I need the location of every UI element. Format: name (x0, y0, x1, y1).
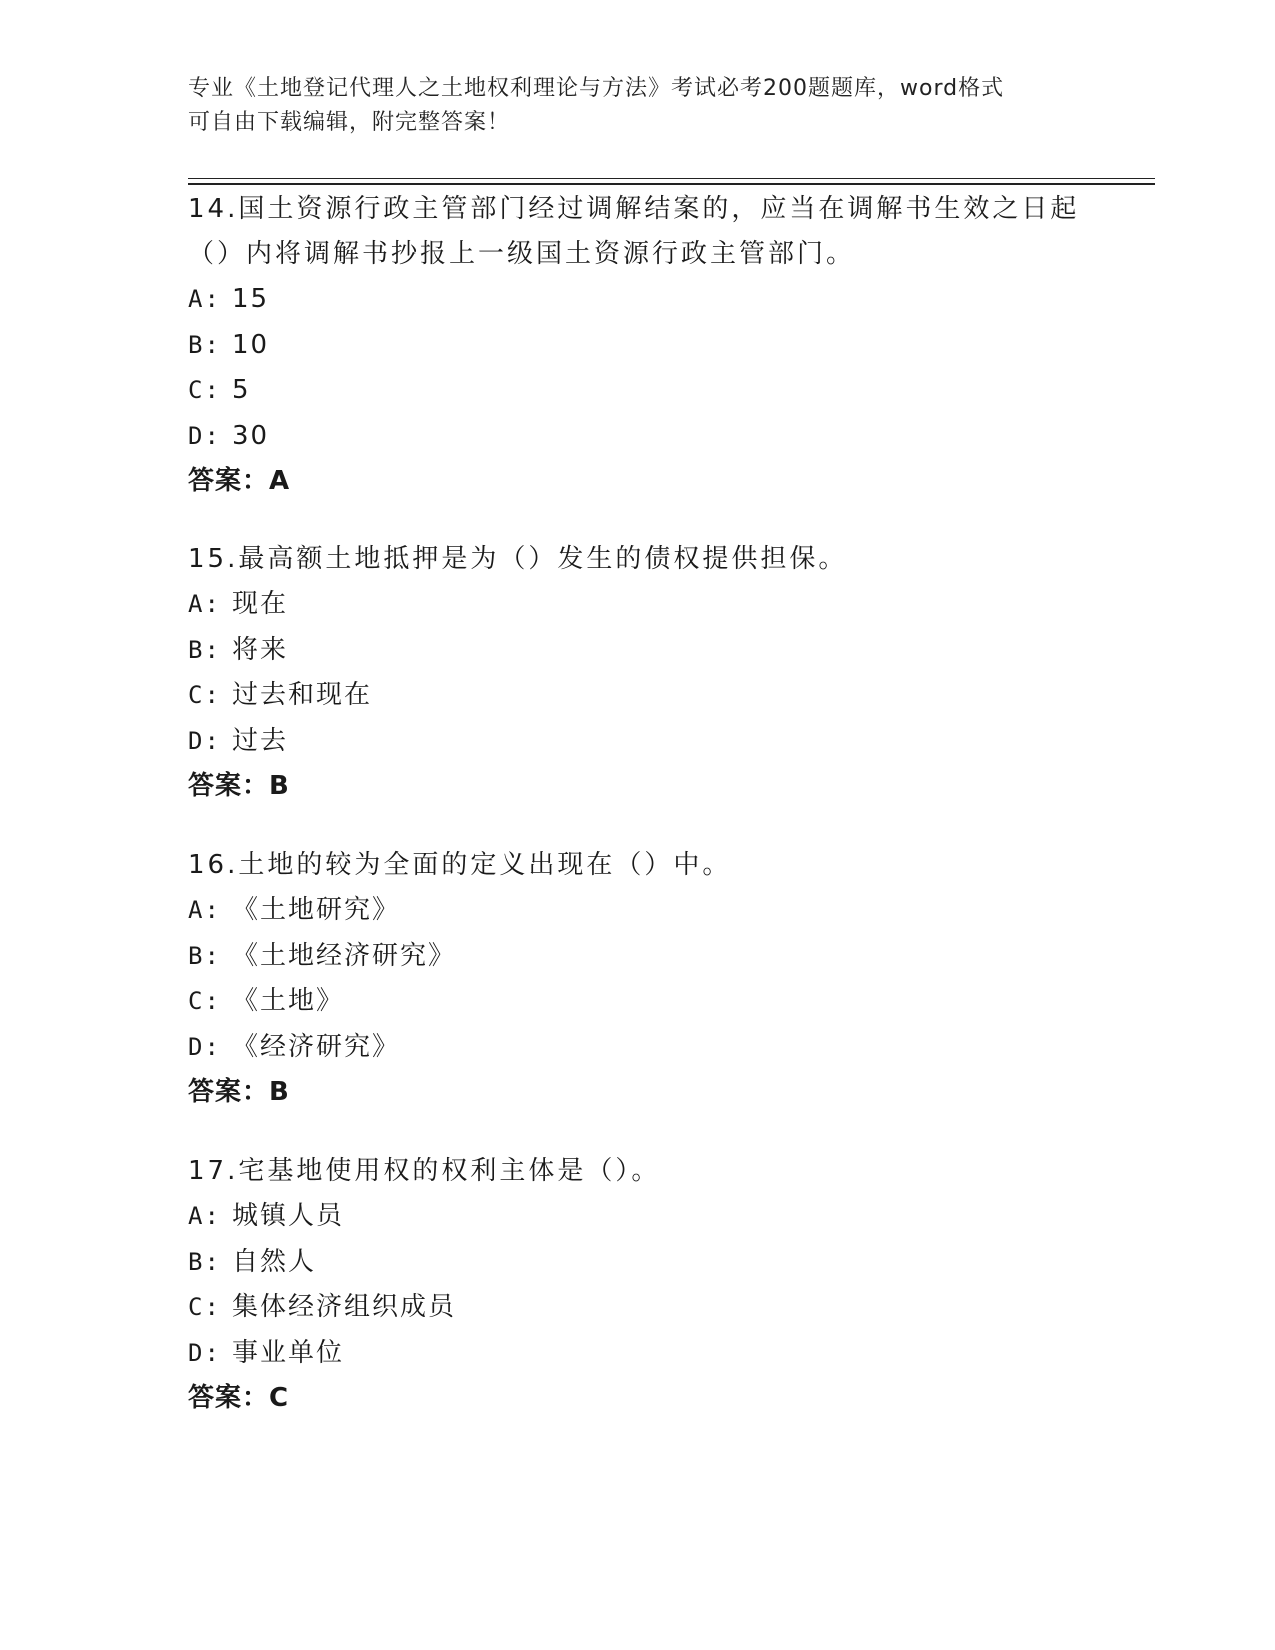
option-c (188, 368, 1108, 414)
option-letter: A: (188, 285, 221, 313)
option-letter: B: (188, 1247, 221, 1276)
option-text: 30 (232, 420, 270, 451)
option-text: 过去和现在 (232, 680, 373, 710)
option-letter: A: (188, 896, 221, 924)
option-a (188, 582, 1108, 628)
option-letter: A: (188, 1202, 221, 1230)
header-divider-thick (188, 183, 1155, 185)
option-d (188, 719, 1108, 765)
option-text: 事业单位 (232, 1337, 345, 1368)
option-text: 15 (232, 284, 270, 314)
option-c (188, 979, 1108, 1025)
option-b (188, 934, 1108, 980)
header-divider-thin (188, 178, 1155, 179)
answer-line: 答案：B (188, 771, 290, 801)
option-a (188, 888, 1108, 934)
question-stem (188, 1149, 1108, 1194)
option-d (188, 414, 1108, 460)
option-letter: C: (188, 376, 221, 404)
question-text: 宅基地使用权的权利主体是（）。 (238, 1156, 661, 1186)
option-text: 《土地》 (232, 986, 345, 1016)
option-text: 将来 (232, 634, 289, 665)
question-text: 最高额土地抵押是为（）发生的债权提供担保。 (238, 544, 848, 574)
option-text: 城镇人员 (232, 1201, 345, 1231)
option-text: 《经济研究》 (232, 1031, 401, 1062)
option-letter: C: (188, 987, 221, 1015)
question-17 (188, 1149, 1108, 1421)
question-number: 15. (188, 544, 239, 574)
question-number: 17. (188, 1156, 239, 1186)
header-line-1: 专业《土地登记代理人之土地权利理论与方法》考试必考200题题库，word格式 (188, 76, 1005, 101)
option-c (188, 673, 1108, 719)
question-number: 14. (188, 194, 239, 224)
option-a (188, 277, 1108, 323)
option-b (188, 323, 1108, 369)
option-text: 《土地研究》 (232, 895, 401, 925)
question-text: 土地的较为全面的定义出现在（）中。 (238, 850, 732, 880)
answer-line: 答案：B (188, 1077, 290, 1107)
option-letter: B: (188, 635, 221, 664)
option-text: 现在 (232, 589, 289, 619)
option-text: 《土地经济研究》 (232, 940, 457, 971)
option-letter: D: (188, 421, 221, 450)
document-header (188, 72, 1068, 140)
option-a (188, 1194, 1108, 1240)
option-letter: C: (188, 681, 221, 709)
option-letter: B: (188, 941, 221, 970)
option-letter: D: (188, 1032, 221, 1061)
option-text: 过去 (232, 725, 289, 756)
option-text: 10 (232, 329, 270, 360)
header-line-2: 可自由下载编辑，附完整答案！ (188, 110, 511, 135)
question-number: 16. (188, 850, 239, 880)
option-d (188, 1025, 1108, 1071)
question-stem (188, 187, 1108, 277)
option-text: 5 (232, 375, 251, 405)
option-c (188, 1285, 1108, 1331)
option-text: 自然人 (232, 1246, 317, 1277)
option-letter: D: (188, 1338, 221, 1367)
answer-line: 答案：C (188, 1383, 290, 1413)
option-letter: A: (188, 590, 221, 618)
question-14 (188, 187, 1108, 504)
option-b (188, 1240, 1108, 1286)
option-text: 集体经济组织成员 (232, 1292, 457, 1322)
question-16 (188, 843, 1108, 1115)
option-b (188, 628, 1108, 674)
option-letter: D: (188, 726, 221, 755)
option-letter: C: (188, 1293, 221, 1321)
question-stem (188, 537, 1108, 582)
question-15 (188, 537, 1108, 809)
option-d (188, 1331, 1108, 1377)
question-text: 国土资源行政主管部门经过调解结案的，应当在调解书生效之日起（）内将调解书抄报上一级国土资源行政主管部门。 (188, 194, 1080, 269)
answer-line: 答案：A (188, 466, 291, 496)
option-letter: B: (188, 330, 221, 359)
question-stem (188, 843, 1108, 888)
